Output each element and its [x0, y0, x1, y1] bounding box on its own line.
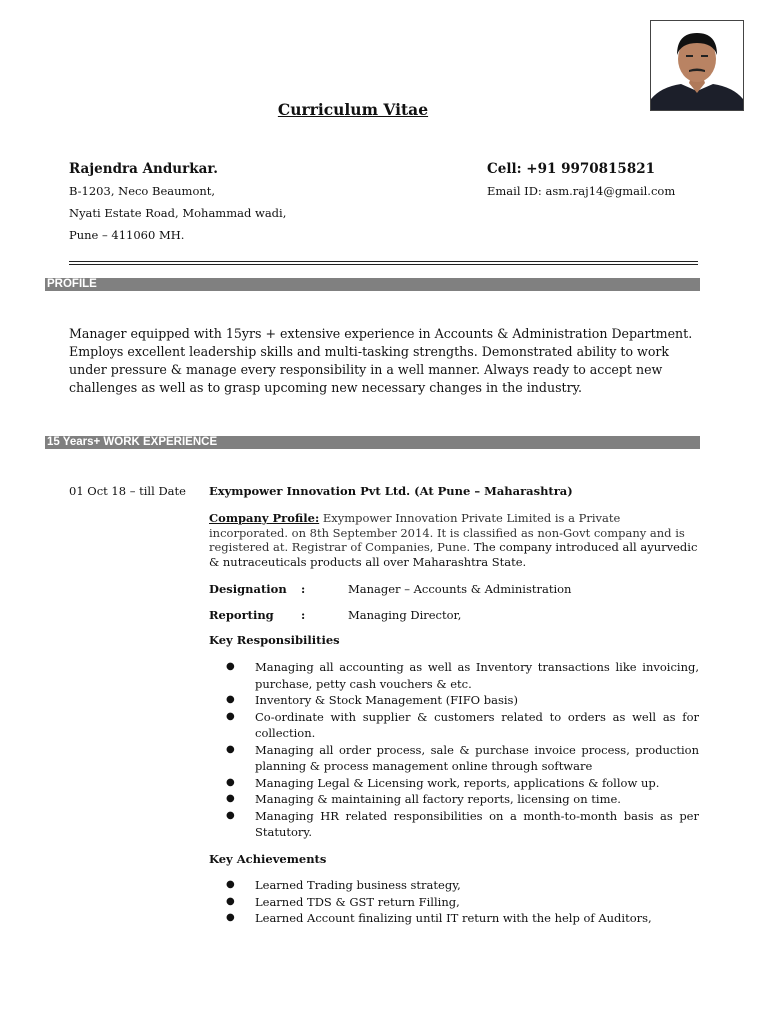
- address-line-1: B-1203, Neco Beaumont,: [69, 184, 216, 198]
- person-photo-icon: [651, 21, 743, 110]
- email-address: Email ID: asm.raj14@gmail.com: [487, 184, 676, 198]
- section-experience-bar: 15 Years+ WORK EXPERIENCE: [45, 436, 700, 449]
- responsibilities-list: [226, 659, 699, 841]
- header-divider-top: [69, 261, 698, 262]
- reporting-colon: :: [301, 608, 306, 622]
- list-item: ● Learned TDS & GST return Filling,: [226, 894, 460, 909]
- designation-colon: :: [301, 582, 306, 596]
- bullet-icon: ●: [226, 793, 235, 804]
- list-item: ● Managing all order process, sale & purchase invoice process, production planning & process management online through software: [226, 742, 699, 773]
- profile-summary: Manager equipped with 15yrs + extensive experience in Accounts & Administration Department. Employs excellent leadership skills and multi-tasking strengths. Demonstrated ability to work under pressure & manage every responsibility in a well manner. Always ready to accept new challenges as well as to grasp upcoming new necessary changes in the industry.: [69, 326, 693, 395]
- designation-value: Manager – Accounts & Administration: [348, 582, 572, 596]
- list-item: ● Managing all accounting as well as Inventory transactions like invoicing, purchase, petty cash vouchers & etc.: [226, 660, 699, 691]
- company-profile-label: Company Profile:: [209, 511, 320, 525]
- candidate-name: Rajendra Andurkar.: [69, 161, 218, 177]
- bullet-icon: ●: [226, 879, 235, 890]
- bullet-icon: ●: [226, 912, 235, 923]
- list-item: ● Inventory & Stock Management (FIFO basis): [226, 693, 518, 707]
- cell-phone: Cell: +91 9970815821: [487, 161, 656, 177]
- bullet-icon: ●: [226, 661, 235, 672]
- section-profile-bar: PROFILE: [45, 278, 700, 291]
- bullet-icon: ●: [226, 710, 235, 722]
- bullet-icon: ●: [226, 809, 235, 821]
- address-line-2: Nyati Estate Road, Mohammad wadi,: [69, 206, 287, 220]
- list-item: ● Learned Trading business strategy,: [226, 878, 461, 892]
- address-line-3: Pune – 411060 MH.: [69, 228, 185, 242]
- company-profile-text-a: Exympower Innovation Private Limited is a Private incorporated. on 8th September 2014. It is classified as non-Govt company and is registered at. Registrar of Companies, Pune.: [209, 511, 685, 554]
- designation-row: [209, 582, 571, 596]
- header-divider-bottom: [69, 264, 698, 265]
- company-name: Exympower Innovation Pvt Ltd. (At Pune – Maharashtra): [209, 484, 573, 498]
- profile-photo: [650, 20, 744, 111]
- document-title: Curriculum Vitae: [277, 100, 429, 119]
- bullet-icon: ●: [226, 776, 235, 788]
- list-item: ● Co-ordinate with supplier & customers related to orders as well as for collection.: [226, 709, 699, 740]
- company-profile: [209, 511, 699, 569]
- company-profile-text-b: The company introduced all ayurvedic & nutraceuticals products all over Maharashtra State.: [209, 540, 698, 569]
- list-item: ● Managing HR related responsibilities on a month-to-month basis as per Statutory.: [226, 808, 699, 839]
- reporting-label: Reporting: [209, 608, 274, 622]
- achievements-heading: Key Achievements: [209, 852, 327, 866]
- list-item: ● Managing Legal & Licensing work, reports, applications & follow up.: [226, 775, 660, 790]
- responsibilities-heading: Key Responsibilities: [209, 633, 340, 647]
- list-item: ● Learned Account finalizing until IT return with the help of Auditors,: [226, 911, 652, 925]
- reporting-row: [209, 608, 461, 622]
- designation-label: Designation: [209, 582, 287, 596]
- achievements-list: [226, 877, 699, 927]
- bullet-icon: ●: [226, 694, 235, 705]
- list-item: ● Managing & maintaining all factory reports, licensing on time.: [226, 792, 621, 806]
- reporting-value: Managing Director,: [348, 608, 462, 622]
- job-dates: 01 Oct 18 – till Date: [69, 484, 186, 498]
- bullet-icon: ●: [226, 743, 235, 755]
- bullet-icon: ●: [226, 895, 235, 907]
